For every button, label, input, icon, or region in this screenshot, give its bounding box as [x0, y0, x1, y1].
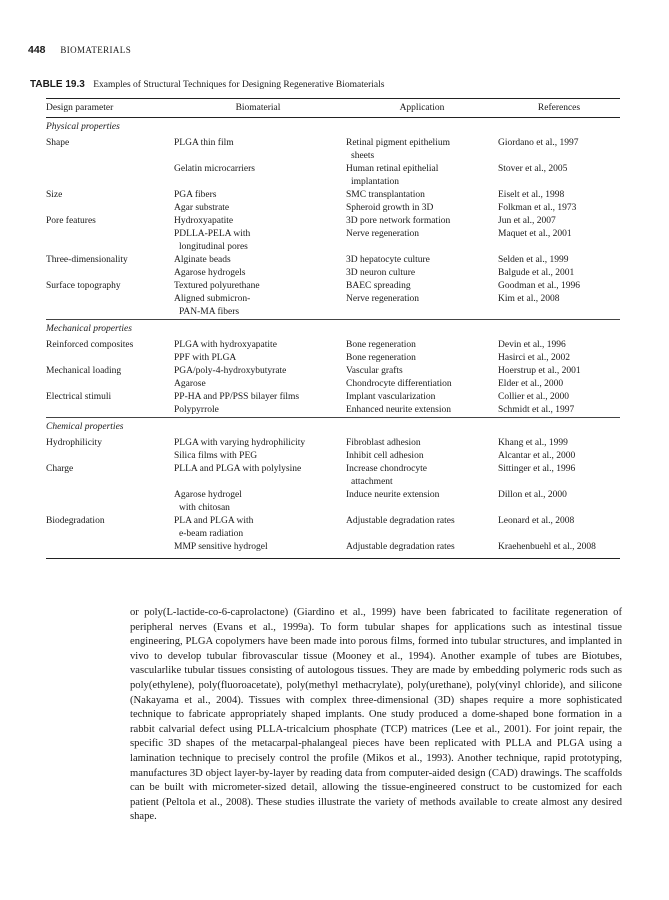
table-row [46, 541, 620, 554]
biomaterial-cell [170, 391, 346, 404]
application-cell [346, 541, 498, 554]
application-line: SMC transplantation [346, 190, 425, 200]
reference-cell: Schmidt et al., 1997 [498, 405, 575, 415]
biomaterial-cell [170, 280, 346, 293]
reference-cell: Goodman et al., 1996 [498, 281, 581, 291]
biomaterial-line: Textured polyurethane [174, 281, 260, 291]
biomaterial-line: Polypyrrole [174, 405, 219, 415]
application-cell [346, 515, 498, 541]
biomaterial-line: e-beam radiation [179, 529, 244, 539]
application-line: Nerve regeneration [346, 229, 420, 239]
application-line: Fibroblast adhesion [346, 438, 421, 448]
column-header: Design parameter [46, 99, 170, 118]
body-text-block [130, 606, 622, 825]
biomaterial-cell [170, 515, 346, 541]
biomaterial-line: Alginate beads [174, 255, 231, 265]
application-line: Bone regeneration [346, 340, 416, 350]
biomaterial-cell [170, 254, 346, 267]
application-cell [346, 293, 498, 320]
reference-cell: Alcantar et al., 2000 [498, 451, 576, 461]
table-row [46, 280, 620, 293]
table-header-row [46, 99, 620, 118]
application-line: Inhibit cell adhesion [346, 451, 424, 461]
section-row [46, 118, 620, 138]
table-row [46, 391, 620, 404]
application-cell [346, 437, 498, 450]
application-line: 3D neuron culture [346, 268, 416, 278]
design-parameter-cell [46, 352, 170, 365]
table-row [46, 163, 620, 189]
biomaterial-cell [170, 293, 346, 320]
biomaterial-line: PDLLA-PELA with [174, 229, 251, 239]
biomaterial-cell [170, 189, 346, 202]
application-line: Increase chondrocyte [346, 464, 427, 474]
application-line: implantation [351, 177, 400, 187]
biomaterial-line: PLGA with hydroxyapatite [174, 340, 277, 350]
table-row [46, 515, 620, 541]
biomaterial-line: Agarose hydrogels [174, 268, 246, 278]
biomaterial-line: PLGA with varying hydrophilicity [174, 438, 306, 448]
biomaterial-cell [170, 404, 346, 418]
application-cell [346, 254, 498, 267]
biomaterial-line: Aligned submicron- [174, 294, 251, 304]
running-header [28, 44, 131, 56]
design-parameter-cell [46, 489, 170, 515]
design-parameter-cell: Charge [46, 464, 74, 474]
design-parameter-cell [46, 378, 170, 391]
section-title: Mechanical properties [46, 320, 620, 340]
biomaterial-cell [170, 267, 346, 280]
table-row [46, 293, 620, 320]
design-parameter-cell: Reinforced composites [46, 340, 134, 350]
application-cell [346, 215, 498, 228]
biomaterial-line: PLGA thin film [174, 138, 234, 148]
application-line: Vascular grafts [346, 366, 403, 376]
design-parameter-cell [46, 293, 170, 320]
body-paragraph: or poly(L-lactide-co-6-caprolactone) (Giardino et al., 1999) have been fabricated to facilitate regeneration of peripheral nerves (Evans et al., 1999a). To form tubular shapes for applications such as intestinal tissue engineering, PLGA copolymers have been made into porous films, formed into tubular structures, and implanted in vivo to develop tubular fibrovascular tissue (Mooney et al., 1994). Another example of tubes are Biotubes, vascularlike tubular tissues consisting of autologous tissues. They are made by embedding polymeric rods such as poly(ethylene), poly(fluoroacetate), poly(methyl methacrylate), poly(urethane), poly(vinyl chloride), and silicone (Nakayama et al., 2004). Tissues with complex three-dimensional (3D) shapes require a more sophisticated technique to fabricate appropriately shaped implants. One study produced a dome-shaped bone formation in a rabbit calvarial defect using PLLA-tricalcium phosphate (TCP) matrices (Lee et al., 2001). For joint repair, the specific 3D shapes of the metacarpal-phalangeal pieces have been replicated with PLLA and PLGA using a lamination technique to precisely control the profile (Mikos et al., 1993). Another technique, rapid prototyping, manufactures 3D object layer-by-layer by reading data from computer-aided design (CAD) drawings. The scaffolds can be built with micrometer-sized detail, allowing the tissue-engineered construct to be customized for each patient (Peltola et al., 2008). These studies illustrate the variety of methods available to create almost any desired shape. [130, 607, 622, 823]
application-line: Bone regeneration [346, 353, 416, 363]
reference-cell: Khang et al., 1999 [498, 438, 568, 448]
application-cell [346, 339, 498, 352]
application-cell [346, 365, 498, 378]
application-cell [346, 163, 498, 189]
application-cell [346, 450, 498, 463]
biomaterial-line: PPF with PLGA [174, 353, 237, 363]
table-row [46, 378, 620, 391]
reference-cell: Collier et al., 2000 [498, 392, 569, 402]
biomaterial-line: Agarose [174, 379, 206, 389]
design-parameter-cell: Three-dimensionality [46, 255, 128, 265]
table-row [46, 404, 620, 418]
reference-cell: Hoerstrup et al., 2001 [498, 366, 581, 376]
reference-cell: Maquet et al., 2001 [498, 229, 572, 239]
biomaterial-cell [170, 450, 346, 463]
reference-cell: Stover et al., 2005 [498, 164, 568, 174]
biomaterial-line: longitudinal pores [179, 242, 248, 252]
design-parameter-cell: Shape [46, 138, 70, 148]
biomaterial-line: PGA fibers [174, 190, 217, 200]
application-cell [346, 404, 498, 418]
biomaterial-cell [170, 437, 346, 450]
design-parameter-cell: Mechanical loading [46, 366, 122, 376]
biomaterial-line: MMP sensitive hydrogel [174, 542, 268, 552]
application-cell [346, 352, 498, 365]
application-cell [346, 267, 498, 280]
design-parameter-cell: Biodegradation [46, 516, 105, 526]
biomaterial-cell [170, 163, 346, 189]
design-parameter-cell: Size [46, 190, 63, 200]
reference-cell: Hasirci et al., 2002 [498, 353, 571, 363]
column-header: Biomaterial [170, 99, 346, 118]
application-line: Spheroid growth in 3D [346, 203, 434, 213]
design-parameter-cell [46, 404, 170, 418]
biomaterial-cell [170, 378, 346, 391]
table-row [46, 202, 620, 215]
table-bottom-spacer [46, 554, 620, 559]
application-line: Implant vascularization [346, 392, 436, 402]
biomaterial-line: Hydroxyapatite [174, 216, 234, 226]
reference-cell: Sittinger et al., 1996 [498, 464, 576, 474]
table-label: TABLE 19.3 [30, 79, 85, 90]
biomaterial-cell [170, 463, 346, 489]
biomaterial-cell [170, 352, 346, 365]
design-parameter-cell: Hydrophilicity [46, 438, 102, 448]
application-cell [346, 202, 498, 215]
biomaterial-line: PGA/poly-4-hydroxybutyrate [174, 366, 287, 376]
application-line: Human retinal epithelial [346, 164, 439, 174]
biomaterial-line: PLA and PLGA with [174, 516, 254, 526]
biomaterial-line: PP-HA and PP/PSS bilayer films [174, 392, 300, 402]
page-number: 448 [28, 44, 46, 56]
application-line: Nerve regeneration [346, 294, 420, 304]
application-line: Retinal pigment epithelium [346, 138, 450, 148]
biomaterial-cell [170, 365, 346, 378]
application-cell [346, 489, 498, 515]
biomaterial-line: Gelatin microcarriers [174, 164, 255, 174]
application-cell [346, 463, 498, 489]
application-line: Enhanced neurite extension [346, 405, 451, 415]
reference-cell: Balgude et al., 2001 [498, 268, 575, 278]
biomaterial-cell [170, 215, 346, 228]
design-parameter-cell [46, 202, 170, 215]
table-row [46, 437, 620, 450]
biomaterial-line: Agar substrate [174, 203, 230, 213]
application-line: sheets [351, 151, 375, 161]
application-cell [346, 189, 498, 202]
biomaterial-line: PAN-MA fibers [179, 307, 240, 317]
design-parameter-cell [46, 541, 170, 554]
table-row [46, 339, 620, 352]
table-row [46, 267, 620, 280]
reference-cell: Jun et al., 2007 [498, 216, 556, 226]
section-row [46, 418, 620, 438]
section-title: Chemical properties [46, 418, 620, 438]
design-parameter-cell [46, 450, 170, 463]
biomaterial-line: Agarose hydrogel [174, 490, 242, 500]
running-title: BIOMATERIALS [60, 45, 132, 55]
design-parameter-cell [46, 267, 170, 280]
application-line: 3D pore network formation [346, 216, 451, 226]
table-body [46, 118, 620, 559]
design-parameter-cell [46, 163, 170, 189]
reference-cell: Eiselt et al., 1998 [498, 190, 565, 200]
biomaterial-line: Silica films with PEG [174, 451, 258, 461]
table-row [46, 489, 620, 515]
table-row [46, 137, 620, 163]
application-line: Adjustable degradation rates [346, 542, 455, 552]
reference-cell: Giordano et al., 1997 [498, 138, 579, 148]
reference-cell: Folkman et al., 1973 [498, 203, 577, 213]
reference-cell: Selden et al., 1999 [498, 255, 569, 265]
table-container [46, 98, 620, 559]
column-header: Application [346, 99, 498, 118]
table-row [46, 189, 620, 202]
biomaterial-cell [170, 228, 346, 254]
biomaterial-cell [170, 541, 346, 554]
design-parameter-cell: Electrical stimuli [46, 392, 112, 402]
application-line: Induce neurite extension [346, 490, 440, 500]
application-line: 3D hepatocyte culture [346, 255, 430, 265]
table-row [46, 463, 620, 489]
biomaterial-cell [170, 489, 346, 515]
table-row [46, 254, 620, 267]
application-cell [346, 378, 498, 391]
biomaterial-cell [170, 137, 346, 163]
application-line: Chondrocyte differentiation [346, 379, 452, 389]
table-title: Examples of Structural Techniques for Designing Regenerative Biomaterials [93, 80, 385, 90]
section-title: Physical properties [46, 122, 120, 132]
application-cell [346, 137, 498, 163]
reference-cell: Leonard et al., 2008 [498, 516, 575, 526]
table-caption [30, 79, 384, 90]
table-row [46, 228, 620, 254]
table-row [46, 215, 620, 228]
reference-cell: Devin et al., 1996 [498, 340, 566, 350]
biomaterials-table [46, 98, 620, 559]
design-parameter-cell: Surface topography [46, 281, 121, 291]
application-cell [346, 280, 498, 293]
biomaterial-line: with chitosan [179, 503, 230, 513]
application-line: Adjustable degradation rates [346, 516, 455, 526]
section-row [46, 320, 620, 340]
table-row [46, 450, 620, 463]
biomaterial-cell [170, 339, 346, 352]
application-line: attachment [351, 477, 393, 487]
reference-cell: Kraehenbuehl et al., 2008 [498, 542, 596, 552]
column-header: References [498, 99, 620, 118]
reference-cell: Kim et al., 2008 [498, 294, 560, 304]
biomaterial-cell [170, 202, 346, 215]
design-parameter-cell: Pore features [46, 216, 96, 226]
biomaterial-line: PLLA and PLGA with polylysine [174, 464, 302, 474]
reference-cell: Elder et al., 2000 [498, 379, 564, 389]
reference-cell: Dillon et al., 2000 [498, 490, 567, 500]
application-cell [346, 391, 498, 404]
application-cell [346, 228, 498, 254]
table-row [46, 352, 620, 365]
design-parameter-cell [46, 228, 170, 254]
application-line: BAEC spreading [346, 281, 411, 291]
table-row [46, 365, 620, 378]
